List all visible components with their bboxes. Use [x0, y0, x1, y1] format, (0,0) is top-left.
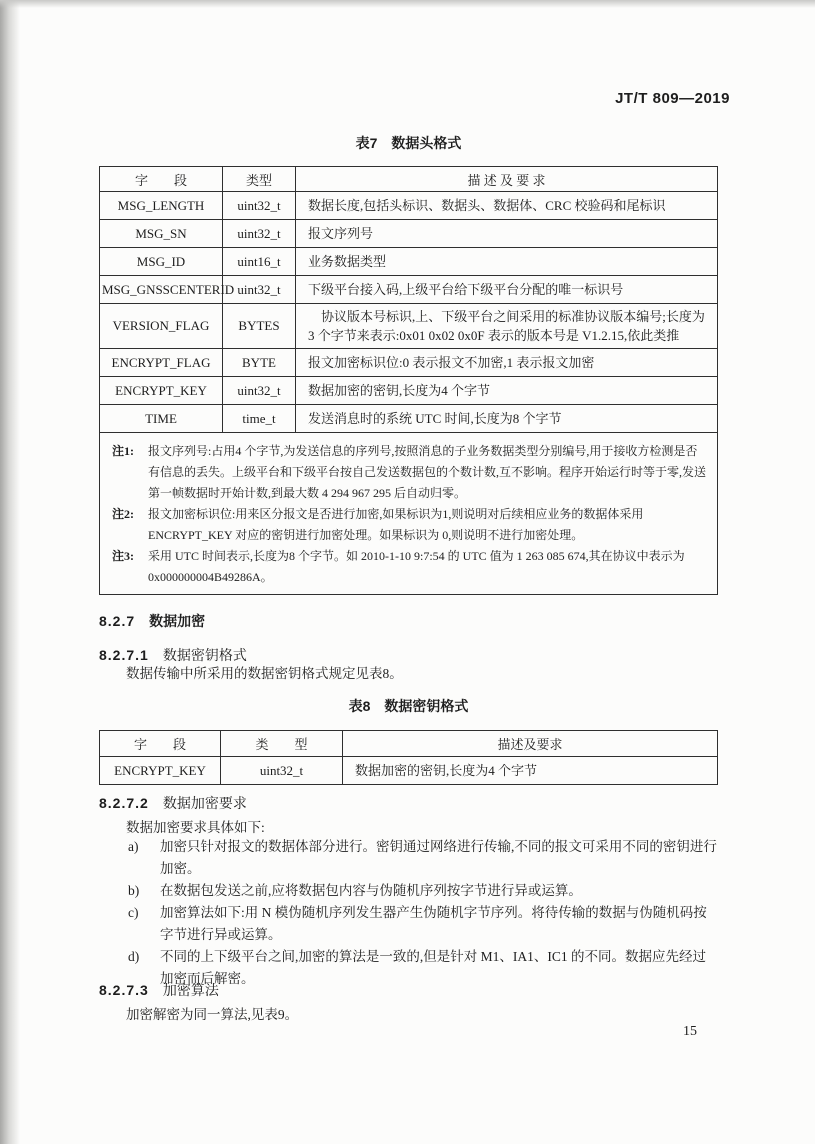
list-item-text: 加密只针对报文的数据体部分进行。密钥通过网络进行传输,不同的报文可采用不同的密钥进行加密。 — [160, 839, 717, 876]
field-name: VERSION_FLAG — [100, 304, 223, 349]
field-name: TIME — [100, 405, 223, 433]
list-item-label: c) — [128, 905, 139, 920]
table7-col-type: 类型 — [223, 167, 296, 192]
table7-col-desc: 描 述 及 要 求 — [296, 167, 718, 192]
field-type: BYTES — [223, 304, 296, 349]
table8-col-type: 类 型 — [221, 731, 343, 757]
paragraph-key-format: 数据传输中所采用的数据密钥格式规定见表8。 — [126, 666, 403, 681]
field-name: MSG_SN — [100, 220, 223, 248]
table-row — [100, 349, 718, 377]
table-note — [112, 441, 709, 504]
paragraph-requirements-intro: 数据加密要求具体如下: — [126, 820, 265, 835]
table7-title: 表7 数据头格式 — [355, 135, 462, 151]
table7-notes — [100, 433, 718, 595]
list-item-label: d) — [128, 949, 140, 964]
field-type: uint32_t — [223, 377, 296, 405]
list-item-text: 加密算法如下:用 N 模伪随机序列发生器产生伪随机字节序列。将待传输的数据与伪随机码按字节进行异或运算。 — [160, 905, 707, 942]
standard-code-header: JT/T 809—2019 — [615, 90, 730, 107]
field-desc: 数据加密的密钥,长度为4 个字节 — [343, 757, 718, 785]
list-item — [128, 836, 718, 880]
section-number: 8.2.7.3 — [99, 982, 149, 998]
field-desc: 业务数据类型 — [296, 248, 718, 276]
table-note — [112, 546, 709, 588]
table7-notes-row — [100, 433, 718, 595]
note-text: 采用 UTC 时间表示,长度为8 个字节。如 2010-1-10 9:7:54 的 UTC 值为 1 263 085 674,其在协议中表示为 0x000000004B49286A。 — [148, 549, 685, 584]
table-row — [100, 405, 718, 433]
section-title: 数据密钥格式 — [162, 647, 247, 663]
field-type: uint32_t — [223, 220, 296, 248]
table-row — [100, 377, 718, 405]
table7-data-header-format — [99, 166, 718, 595]
list-item-text: 在数据包发送之前,应将数据包内容与伪随机序列按字节进行异或运算。 — [160, 883, 582, 898]
field-desc: 数据加密的密钥,长度为4 个字节 — [296, 377, 718, 405]
field-name: MSG_GNSSCENTERID — [100, 276, 223, 304]
requirements-list — [128, 836, 718, 990]
list-item-label: a) — [128, 839, 139, 854]
field-type: uint32_t — [223, 192, 296, 220]
scan-shadow-top — [0, 0, 815, 8]
note-label: 注3: — [112, 549, 134, 563]
field-desc: 下级平台接入码,上级平台给下级平台分配的唯一标识号 — [296, 276, 718, 304]
field-desc: 协议版本号标识,上、下级平台之间采用的标准协议版本编号;长度为3 个字节来表示:0x01 0x02 0x0F 表示的版本号是 V1.2.15,依此类推 — [296, 304, 718, 349]
table8-title: 表8 数据密钥格式 — [348, 698, 469, 714]
table8-header-row — [100, 731, 718, 757]
field-desc: 发送消息时的系统 UTC 时间,长度为8 个字节 — [296, 405, 718, 433]
field-desc: 报文加密标识位:0 表示报文不加密,1 表示报文加密 — [296, 349, 718, 377]
section-heading-8-2-7-2 — [99, 793, 719, 813]
table8-data-key-format — [99, 730, 718, 785]
field-name: MSG_LENGTH — [100, 192, 223, 220]
table-row — [100, 248, 718, 276]
table-row — [100, 276, 718, 304]
section-title: 数据加密 — [149, 613, 206, 629]
note-text: 报文加密标识位:用来区分报文是否进行加密,如果标识为1,则说明对后续相应业务的数据体采用 ENCRYPT_KEY 对应的密钥进行加密处理。如果标识为 0,则说明不进行加密处理。 — [148, 507, 644, 542]
field-desc: 报文序列号 — [296, 220, 718, 248]
table-row — [100, 220, 718, 248]
field-desc: 数据长度,包括头标识、数据头、数据体、CRC 校验码和尾标识 — [296, 192, 718, 220]
field-name: ENCRYPT_KEY — [100, 757, 221, 785]
note-label: 注2: — [112, 507, 134, 521]
table7-col-field: 字 段 — [100, 167, 223, 192]
table-row — [100, 304, 718, 349]
field-type: uint16_t — [223, 248, 296, 276]
table-row — [100, 757, 718, 785]
section-heading-8-2-7-3 — [99, 980, 719, 1000]
scan-shadow-left — [0, 0, 20, 1144]
section-heading-8-2-7 — [99, 611, 719, 631]
field-type: uint32_t — [223, 276, 296, 304]
section-number: 8.2.7.1 — [99, 647, 149, 663]
note-label: 注1: — [112, 444, 134, 458]
field-name: ENCRYPT_FLAG — [100, 349, 223, 377]
section-number: 8.2.7.2 — [99, 795, 149, 811]
table-row — [100, 192, 718, 220]
section-title: 数据加密要求 — [162, 795, 247, 811]
field-type: uint32_t — [221, 757, 343, 785]
table8-col-desc: 描述及要求 — [343, 731, 718, 757]
section-title: 加密算法 — [162, 982, 219, 998]
table7-header-row — [100, 167, 718, 192]
section-number: 8.2.7 — [99, 613, 136, 629]
field-type: time_t — [223, 405, 296, 433]
field-type: BYTE — [223, 349, 296, 377]
list-item — [128, 880, 718, 902]
field-name: ENCRYPT_KEY — [100, 377, 223, 405]
section-heading-8-2-7-1 — [99, 645, 719, 665]
paragraph-algorithm: 加密解密为同一算法,见表9。 — [126, 1007, 299, 1022]
table8-col-field: 字 段 — [100, 731, 221, 757]
list-item-text: 不同的上下级平台之间,加密的算法是一致的,但是针对 M1、IA1、IC1 的不同。数据应先经过加密而后解密。 — [160, 949, 706, 986]
list-item — [128, 902, 718, 946]
list-item-label: b) — [128, 883, 140, 898]
note-text: 报文序列号:占用4 个字节,为发送信息的序列号,按照消息的子业务数据类型分别编号,用于接收方检测是否有信息的丢失。上级平台和下级平台按自己发送数据包的个数计数,互不影响。程序开始运行时等于零,发送第一帧数据时开始计数,到最大数 4 294 967 295 后自动归零。 — [148, 444, 707, 500]
field-name: MSG_ID — [100, 248, 223, 276]
table-note — [112, 504, 709, 546]
page-number: 15 — [683, 1024, 697, 1039]
